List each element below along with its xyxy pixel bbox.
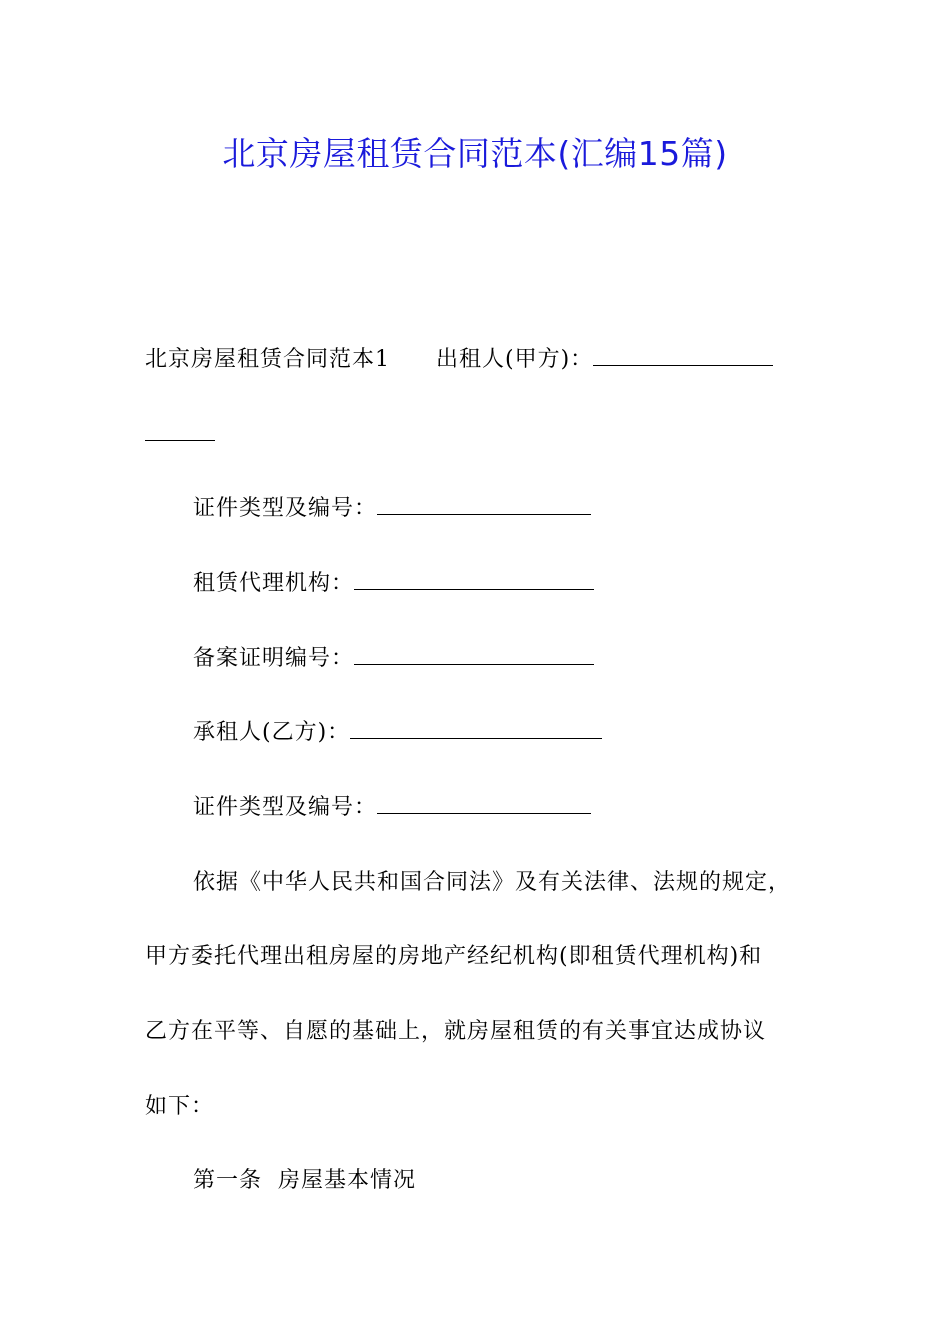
field-blank <box>354 646 594 665</box>
contract-heading: 北京房屋租赁合同范本1 <box>145 347 390 372</box>
field-id-type-2 <box>193 793 591 823</box>
paragraph-line-4: 如下： <box>145 1094 215 1119</box>
field-label: 备案证明编号： <box>193 646 355 671</box>
field-blank <box>377 795 591 814</box>
field-label: 承租人(乙方)： <box>193 720 351 745</box>
document-title: 北京房屋租赁合同范本(汇编15篇) <box>222 134 728 173</box>
field-blank <box>350 720 602 739</box>
field-label: 租赁代理机构： <box>193 571 355 596</box>
article-1-heading: 第一条 房屋基本情况 <box>193 1168 416 1193</box>
field-blank <box>377 496 591 515</box>
paragraph-line-2: 甲方委托代理出租房屋的房地产经纪机构(即租赁代理机构)和 <box>145 944 763 969</box>
heading-line <box>145 345 773 375</box>
field-agency <box>193 569 594 599</box>
field-lessee <box>193 718 602 748</box>
field-blank <box>354 571 594 590</box>
field-label: 证件类型及编号： <box>193 496 378 521</box>
lessor-blank <box>593 347 773 366</box>
lessor-blank-continuation <box>145 420 215 450</box>
paragraph-line-3: 乙方在平等、自愿的基础上，就房屋租赁的有关事宜达成协议 <box>145 1019 767 1044</box>
field-filing-number <box>193 644 594 674</box>
field-label: 证件类型及编号： <box>193 795 378 820</box>
lessor-label: 出租人(甲方)： <box>436 347 594 372</box>
paragraph-line-1: 依据《中华人民共和国合同法》及有关法律、法规的规定， <box>193 870 792 895</box>
field-id-type-1 <box>193 494 591 524</box>
